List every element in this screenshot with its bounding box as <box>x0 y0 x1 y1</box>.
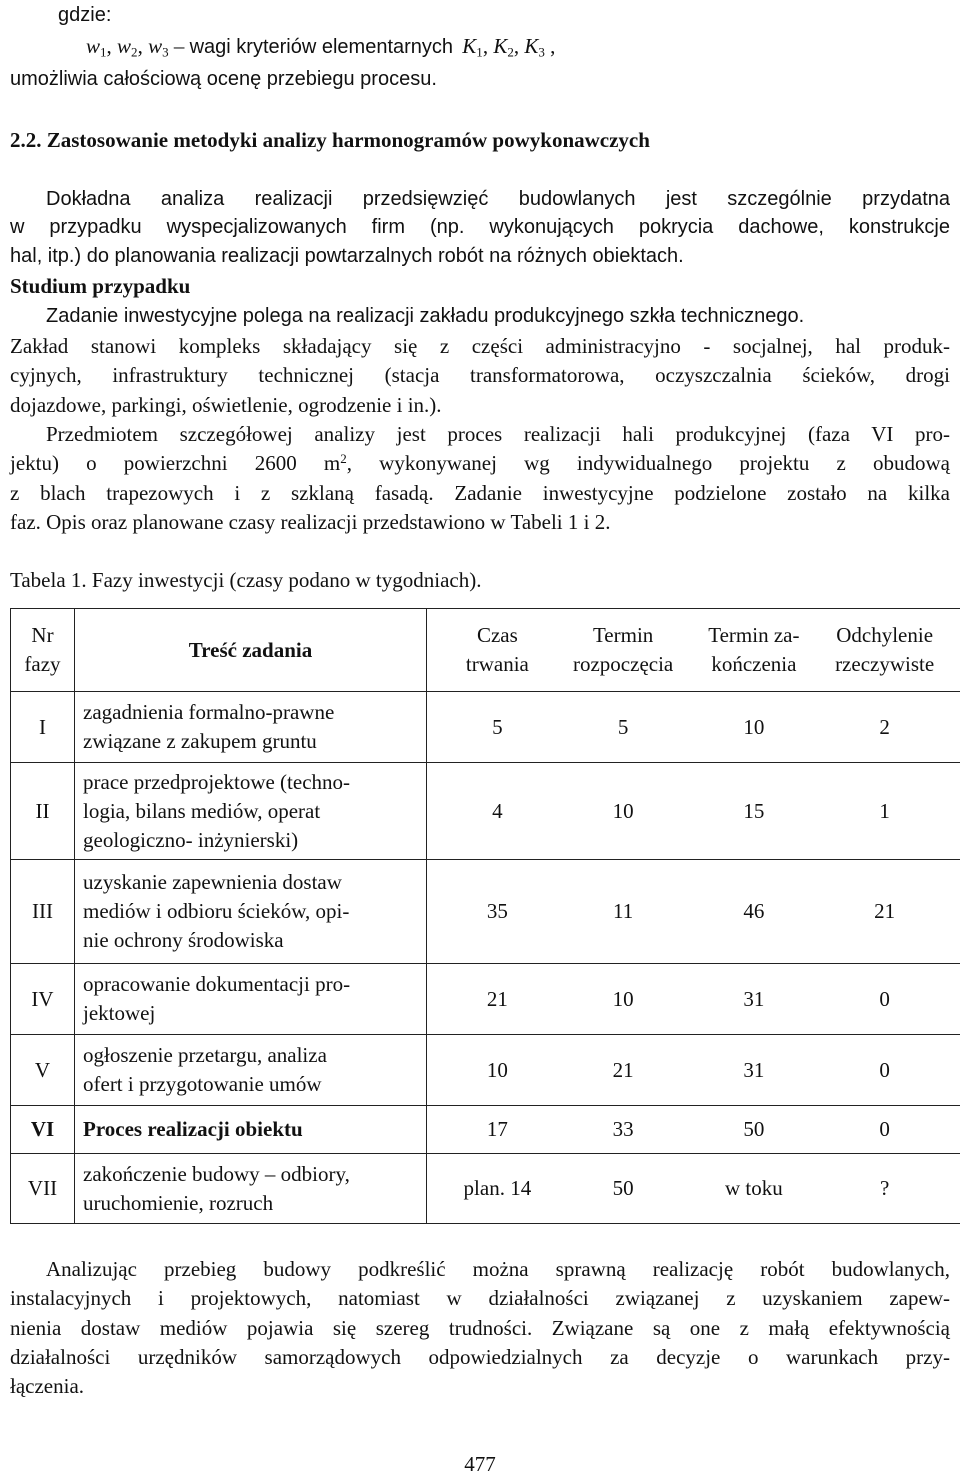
phase-values <box>427 763 960 860</box>
phase-task <box>75 692 427 763</box>
phase-end: 46 <box>689 899 819 924</box>
phase-task <box>75 1035 427 1106</box>
header-nr <box>11 609 75 692</box>
phase-duration: 35 <box>437 899 557 924</box>
phase-number: V <box>11 1035 75 1106</box>
phase-task-line: mediów i odbioru ścieków, opi- <box>83 897 420 926</box>
phase-start: 5 <box>558 715 688 740</box>
phase-deviation: 2 <box>820 715 950 740</box>
page-number: 477 <box>0 1452 960 1477</box>
header-end-line-2: kończenia <box>689 650 819 679</box>
table-header-row <box>11 609 960 692</box>
phase-task-line: związane z zakupem gruntu <box>83 727 420 756</box>
table-row <box>11 860 960 964</box>
phase-start: 10 <box>558 987 688 1012</box>
phase-deviation: 0 <box>820 987 950 1012</box>
phase-task <box>75 964 427 1035</box>
phase-values <box>427 1035 960 1106</box>
phase-deviation: 0 <box>820 1117 950 1142</box>
p2-line-3: cyjnych, infrastruktury technicznej (stacja transformatorowa, oczyszczalnia ścieków, drogi <box>10 363 950 388</box>
phase-values <box>427 1154 960 1224</box>
table-row <box>11 964 960 1035</box>
weights-text: wagi kryteriów elementarnych <box>190 36 453 58</box>
phase-values <box>427 860 960 964</box>
p2-line-4: dojazdowe, parkingi, oświetlenie, ogrodzenie i in.). <box>10 393 950 418</box>
header-values-row <box>427 621 960 679</box>
p1-line-2: w przypadku wyspecjalizowanych firm (np. wykonujących pokrycia dachowe, konstrukcje <box>10 216 950 239</box>
phase-task-line: ogłoszenie przetargu, analiza <box>83 1041 420 1070</box>
header-nr-line-1: Nr <box>11 621 74 650</box>
phase-task-line: opracowanie dokumentacji pro- <box>83 970 420 999</box>
header-start-line-2: rozpoczęcia <box>558 650 688 679</box>
phase-task <box>75 1106 427 1154</box>
where-label: gdzie: <box>58 4 111 27</box>
phase-task-line: jektowej <box>83 999 420 1028</box>
phase-values <box>427 964 960 1035</box>
phase-deviation: 1 <box>820 799 950 824</box>
dash: – <box>174 34 185 58</box>
p3-line-4: faz. Opis oraz planowane czasy realizacji przedstawiono w Tabeli 1 i 2. <box>10 510 950 535</box>
header-start <box>558 621 688 679</box>
phase-values-row <box>427 799 960 824</box>
phase-task-line: zagadnienia formalno-prawne <box>83 698 420 727</box>
phase-values-row <box>427 715 960 740</box>
phase-duration: 21 <box>437 987 557 1012</box>
phase-values <box>427 1106 960 1154</box>
header-duration-line-2: trwania <box>437 650 557 679</box>
header-nr-line-2: fazy <box>11 650 74 679</box>
closing-line-1: Analizując przebieg budowy podkreślić można sprawną realizację robót budowlanych, <box>46 1257 950 1282</box>
phase-end: 50 <box>689 1117 819 1142</box>
phase-values-row <box>427 987 960 1012</box>
phase-values-row <box>427 1176 960 1201</box>
phase-task <box>75 860 427 964</box>
p2-line-1: Zadanie inwestycyjne polega na realizacji zakładu produkcyjnego szkła technicznego. <box>46 305 950 328</box>
phase-task-line: zakończenie budowy – odbiory, <box>83 1160 420 1189</box>
phases-table <box>10 608 960 1224</box>
phase-values-row <box>427 899 960 924</box>
p1-line-1: Dokładna analiza realizacji przedsięwzięć budowlanych jest szczególnie przydatna <box>46 188 950 211</box>
table-row <box>11 1154 960 1224</box>
table-row <box>11 763 960 860</box>
closing-line-3: nienia dostaw mediów pojawia się szereg trudności. Związane są one z małą efektywnością <box>10 1316 950 1341</box>
phase-deviation: 0 <box>820 1058 950 1083</box>
section-heading: 2.2. Zastosowanie metodyki analizy harmonogramów powykonawczych <box>10 128 650 153</box>
p3-line-3: z blach trapezowych i z szklaną fasadą. Zadanie inwestycyjne podzielone zostało na kilka <box>10 481 950 506</box>
table-row <box>11 1106 960 1154</box>
header-deviation-line-2: rzeczywiste <box>820 650 950 679</box>
phase-number: I <box>11 692 75 763</box>
phase-deviation: 21 <box>820 899 950 924</box>
table-row <box>11 1035 960 1106</box>
phase-start: 50 <box>558 1176 688 1201</box>
phase-task <box>75 1154 427 1224</box>
closing-line-5: łączenia. <box>10 1374 950 1399</box>
table-row <box>11 692 960 763</box>
header-task: Treść zadania <box>75 609 427 692</box>
header-end <box>689 621 819 679</box>
closing-line-4: działalności urzędników samorządowych odpowiedzialnych za decyzje o warunkach przy- <box>10 1345 950 1370</box>
phase-end: 31 <box>689 1058 819 1083</box>
p1-line-3: hal, itp.) do planowania realizacji powtarzalnych robót na różnych obiektach. <box>10 245 950 268</box>
phase-task-line: prace przedprojektowe (techno- <box>83 768 420 797</box>
phase-number: III <box>11 860 75 964</box>
table-caption: Tabela 1. Fazy inwestycji (czasy podano w tygodniach). <box>10 568 481 593</box>
phase-end: 31 <box>689 987 819 1012</box>
phase-end: 10 <box>689 715 819 740</box>
header-start-line-1: Termin <box>558 621 688 650</box>
phase-task <box>75 763 427 860</box>
header-end-line-1: Termin za- <box>689 621 819 650</box>
phase-task-line: uruchomienie, rozruch <box>83 1189 420 1218</box>
phase-task-line: Proces realizacji obiektu <box>83 1115 420 1144</box>
phase-duration: 5 <box>437 715 557 740</box>
phase-values-row <box>427 1058 960 1083</box>
phase-task-line: uzyskanie zapewnienia dostaw <box>83 868 420 897</box>
phase-start: 11 <box>558 899 688 924</box>
header-duration <box>437 621 557 679</box>
phase-task-line: ofert i przygotowanie umów <box>83 1070 420 1099</box>
phase-deviation: ? <box>820 1176 950 1201</box>
superscript-2: 2 <box>340 451 347 466</box>
phase-task-line: geologiczno- inżynierski) <box>83 826 420 855</box>
phase-number: II <box>11 763 75 860</box>
phase-duration: plan. 14 <box>437 1176 557 1201</box>
phase-number: IV <box>11 964 75 1035</box>
p2-line-2: Zakład stanowi kompleks składający się z części administracyjno - socjalnej, hal produk- <box>10 334 950 359</box>
p3-line-2 <box>10 451 950 476</box>
closing-line-2: instalacyjnych i projektowych, natomiast w działalności związanej z uzyskaniem zapew- <box>10 1286 950 1311</box>
phase-start: 10 <box>558 799 688 824</box>
phase-number: VII <box>11 1154 75 1224</box>
phase-duration: 17 <box>437 1117 557 1142</box>
p3-line-1: Przedmiotem szczegółowej analizy jest proces realizacji hali produkcyjnej (faza VI pro- <box>46 422 950 447</box>
phase-task-line: logia, bilans mediów, operat <box>83 797 420 826</box>
header-values <box>427 609 960 692</box>
p3-line-2-pre: jektu) o powierzchni 2600 m <box>10 451 340 475</box>
phase-task-line: nie ochrony środowiska <box>83 926 420 955</box>
phase-start: 21 <box>558 1058 688 1083</box>
phase-start: 33 <box>558 1117 688 1142</box>
header-duration-line-1: Czas <box>437 621 557 650</box>
p3-line-2-post: , wykonywanej wg indywidualnego projektu z obudową <box>347 451 950 475</box>
header-deviation <box>820 621 950 679</box>
phase-duration: 10 <box>437 1058 557 1083</box>
phase-number: VI <box>11 1106 75 1154</box>
phase-end: w toku <box>689 1176 819 1201</box>
phase-values <box>427 692 960 763</box>
weights-line: $w_1$, $w_2$, $w_3$ – wagi kryteriów elementarnych $K_1$, $K_2$, $K_3$ , <box>86 34 555 60</box>
phase-end: 15 <box>689 799 819 824</box>
phase-values-row <box>427 1117 960 1142</box>
case-study-heading: Studium przypadku <box>10 274 950 299</box>
header-deviation-line-1: Odchylenie <box>820 621 950 650</box>
phase-duration: 4 <box>437 799 557 824</box>
intro-line-2: umożliwia całościową ocenę przebiegu procesu. <box>10 68 437 91</box>
